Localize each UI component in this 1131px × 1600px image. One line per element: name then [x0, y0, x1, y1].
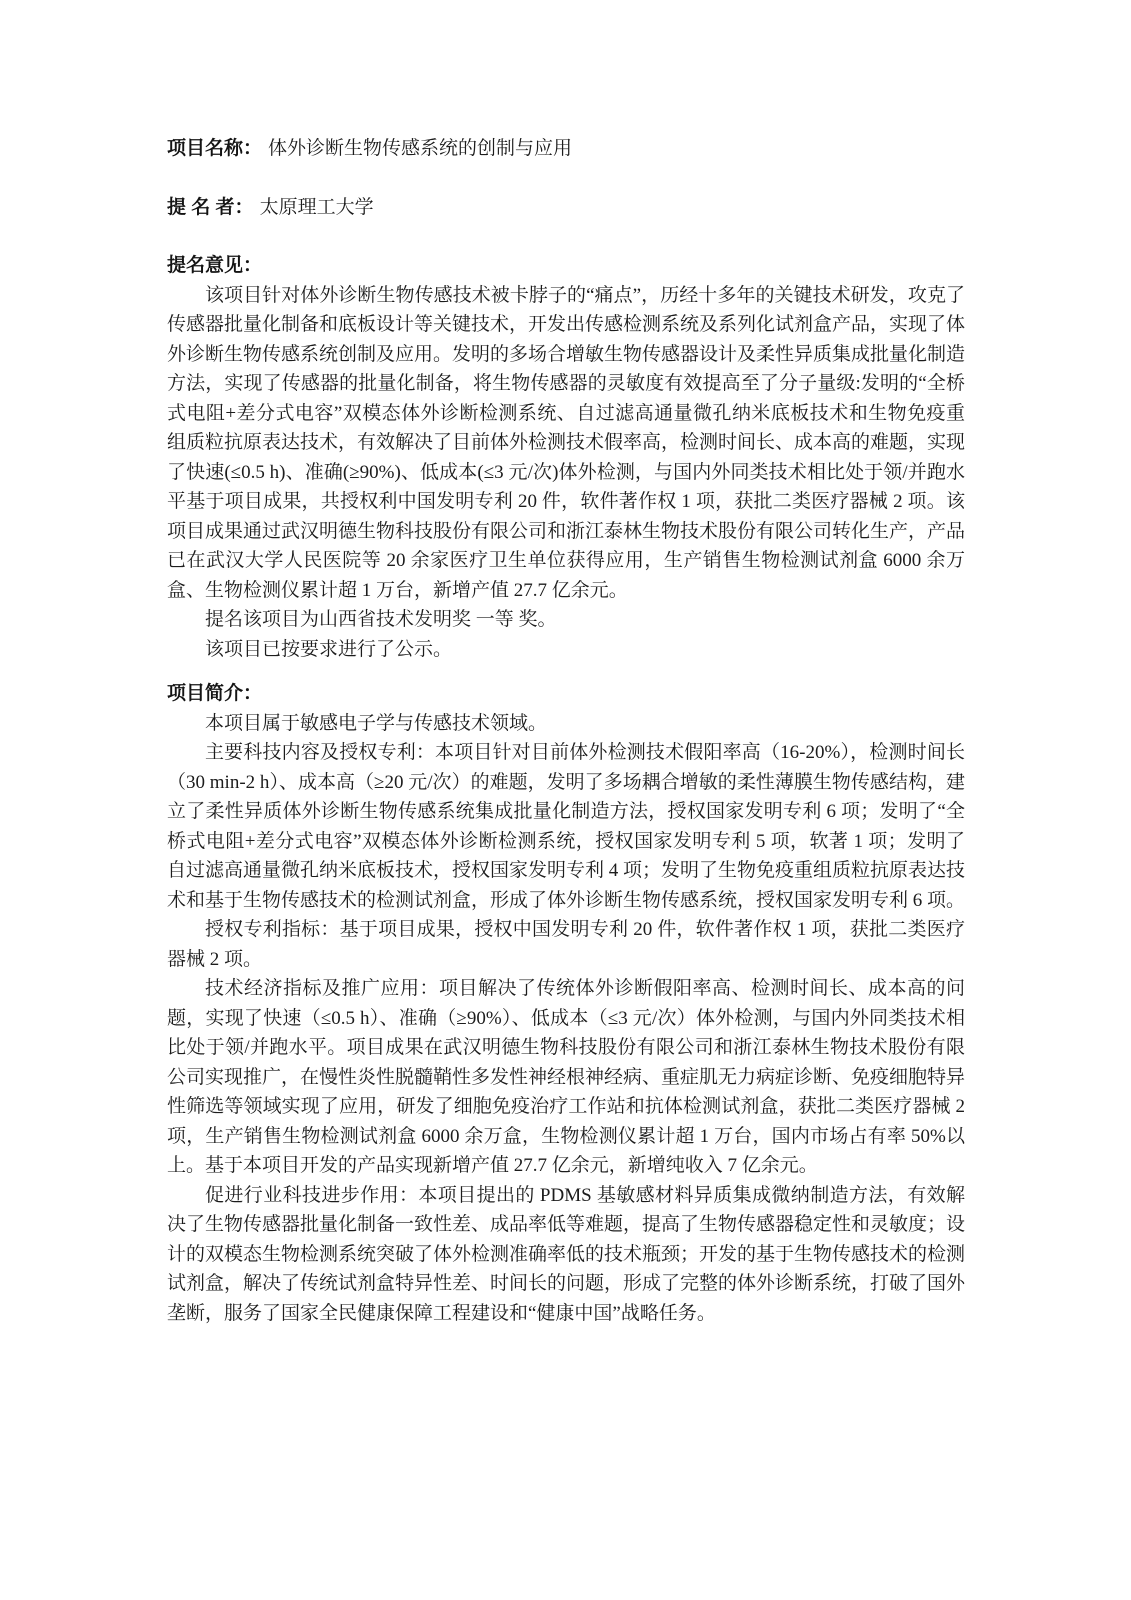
- section-nomination-opinion: [167, 251, 965, 664]
- paragraph: 本项目属于敏感电子学与传感技术领域。: [205, 712, 548, 734]
- paragraph: 提名该项目为山西省技术发明奖 一等 奖。: [205, 609, 557, 630]
- project-name-label: 项目名称：: [167, 138, 263, 159]
- project-introduction-heading: 项目简介：: [167, 683, 263, 704]
- nominator-value: 太原理工大学: [259, 196, 374, 218]
- paragraph: 促进行业科技进步作用：本项目提出的 PDMS 基敏感材料异质集成微纳制造方法，有效解决了生物传感器批量化制备一致性差、成品率低等难题，提高了生物传感器稳定性和灵敏度；设计的双模态生物检测系统突破了体外检测准确率低的技术瓶颈；开发的基于生物传感技术的检测试剂盒，解决了传统试剂盒特异性差、时间长的问题，形成了完整的体外诊断系统，打破了国外垄断，服务了国家全民健康保障工程建设和“健康中国”战略任务。: [167, 1184, 966, 1324]
- paragraph: 该项目已按要求进行了公示。: [205, 638, 453, 660]
- nomination-opinion-heading: 提名意见：: [167, 255, 263, 276]
- paragraph: 授权专利指标：基于项目成果，授权中国发明专利 20 件，软件著作权 1 项，获批二类医疗器械 2 项。: [167, 919, 965, 970]
- section-project-introduction: [167, 679, 965, 1328]
- field-project-name: [167, 134, 965, 164]
- paragraph: 该项目针对体外诊断生物传感技术被卡脖子的“痛点”，历经十多年的关键技术研发，攻克了传感器批量化制备和底板设计等关键技术，开发出传感检测系统及系列化试剂盒产品，实现了体外诊断生物传感系统创制及应用。发明的多场合增敏生物传感器设计及柔性异质集成批量化制造方法，实现了传感器的批量化制备，将生物传感器的灵敏度有效提高至了分子量级:发明的“全桥式电阻+差分式电容”双模态体外诊断检测系统、自过滤高通量微孔纳米底板技术和生物免疫重组质粒抗原表达技术，有效解决了目前体外检测技术假率高，检测时间长、成本高的难题，实现了快速(≤0.5 h)、准确(≥90%)、低成本(≤3 元/次)体外检测，与国内外同类技术相比处于领/并跑水平基于项目成果，共授权利中国发明专利 20 件，软件著作权 1 项，获批二类医疗器械 2 项。该项目成果通过武汉明德生物科技股份有限公司和浙江泰林生物技术股份有限公司转化生产，产品已在武汉大学人民医院等 20 余家医疗卫生单位获得应用，生产销售生物检测试剂盒 6000 余万盒、生物检测仪累计超 1 万台，新增产值 27.7 亿余元。: [167, 284, 966, 601]
- document-page: [167, 134, 965, 1328]
- project-name-value: 体外诊断生物传感系统的创制与应用: [268, 138, 573, 159]
- paragraph: 技术经济指标及推广应用：项目解决了传统体外诊断假阳率高、检测时间长、成本高的问题，实现了快速（≤0.5 h）、准确（≥90%）、低成本（≤3 元/次）体外检测，与国内外同类技术相比处于领/并跑水平。项目成果在武汉明德生物科技股份有限公司和浙江泰林生物技术股份有限公司实现推广，在慢性炎性脱髓鞘性多发性神经根神经病、重症肌无力病症诊断、免疫细胞特异性筛选等领域实现了应用，研发了细胞免疫治疗工作站和抗体检测试剂盒，获批二类医疗器械 2 项，生产销售生物检测试剂盒 6000 余万盒，生物检测仪累计超 1 万台，国内市场占有率 50%以上。基于本项目开发的产品实现新增产值 27.7 亿余元，新增纯收入 7 亿余元。: [167, 978, 966, 1176]
- field-nominator: [167, 193, 965, 223]
- nominator-label: 提 名 者：: [167, 196, 254, 218]
- paragraph: 主要科技内容及授权专利：本项目针对目前体外检测技术假阳率高（16-20%），检测时间长（30 min-2 h）、成本高（≥20 元/次）的难题，发明了多场耦合增敏的柔性薄膜生物传感结构，建立了柔性异质体外诊断生物传感系统集成批量化制造方法，授权国家发明专利 6 项；发明了“全桥式电阻+差分式电容”双模态体外诊断检测系统，授权国家发明专利 5 项，软著 1 项；发明了自过滤高通量微孔纳米底板技术，授权国家发明专利 4 项；发明了生物免疫重组质粒抗原表达技术和基于生物传感技术的检测试剂盒，形成了体外诊断生物传感系统，授权国家发明专利 6 项。: [167, 742, 966, 911]
